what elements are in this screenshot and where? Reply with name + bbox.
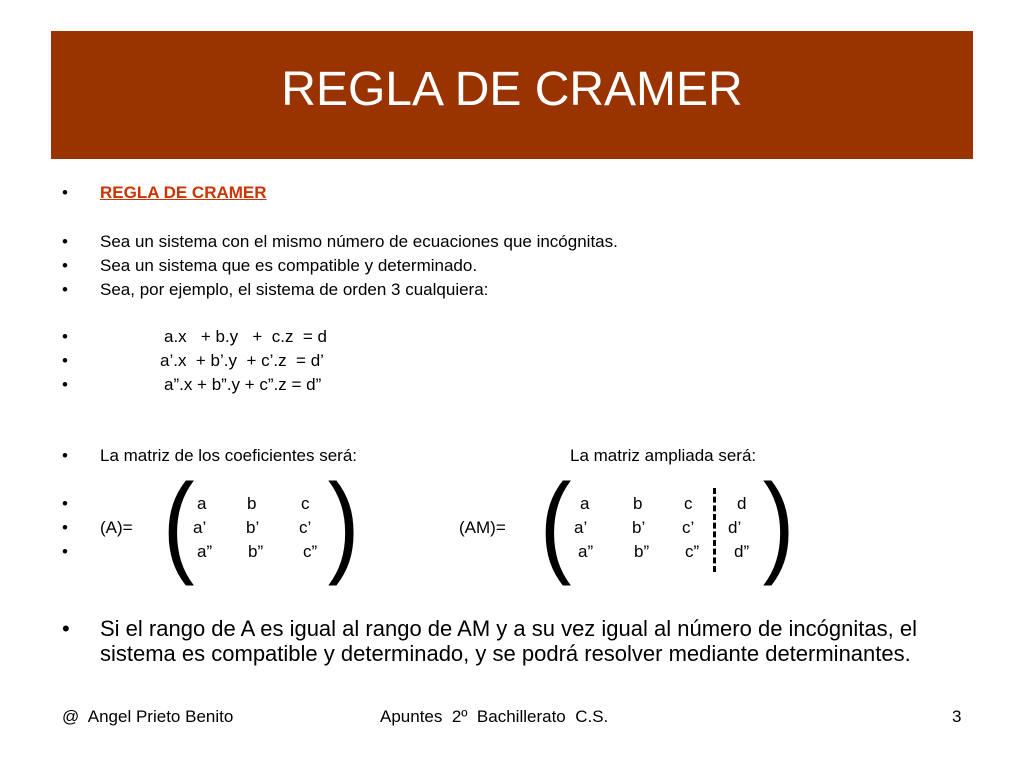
matrix-am-cell: d” [734, 542, 750, 561]
bullet-marker: • [62, 280, 68, 299]
matrix-am-cell: a’ [574, 518, 588, 537]
matrix-a-cell: a’ [193, 518, 207, 537]
heading-link[interactable]: REGLA DE CRAMER [100, 183, 267, 202]
text-line-3: Sea, por ejemplo, el sistema de orden 3 cualquiera: [100, 280, 489, 299]
text-line-1: Sea un sistema con el mismo número de ecuaciones que incógnitas. [100, 232, 618, 251]
matrix-am-open-paren: ( [539, 461, 572, 586]
matrix-a-cell: b” [248, 542, 264, 561]
matrix-am-cell: c’ [682, 518, 695, 537]
bullet-marker: • [62, 375, 68, 394]
matrix-a-cell: b’ [246, 518, 260, 537]
bullet-marker: • [62, 616, 70, 641]
matrix-am-cell: d [737, 494, 747, 513]
matrix-a-label: (A)= [100, 518, 133, 537]
bullet-marker: • [62, 494, 68, 513]
bullet-marker: • [62, 542, 68, 561]
slide-title: REGLA DE CRAMER [281, 63, 743, 116]
matrix-a-cell: b [247, 494, 257, 513]
matrix-am-cell: b” [634, 542, 650, 561]
equation-3: a”.x + b”.y + c”.z = d” [164, 375, 322, 394]
coefficient-matrix-label: La matriz de los coeficientes será: [100, 446, 358, 465]
matrix-am-label: (AM)= [459, 518, 506, 537]
matrix-am-close-paren: ) [762, 461, 795, 586]
bullet-marker: • [62, 446, 68, 465]
augmented-divider [713, 488, 716, 572]
matrix-a-open-paren: ( [162, 461, 195, 586]
matrix-am-cell: b’ [632, 518, 646, 537]
equation-2: a’.x + b’.y + c’.z = d’ [160, 351, 324, 370]
matrix-am-cell: a” [578, 542, 594, 561]
bullet-marker: • [62, 351, 68, 370]
equation-1: a.x + b.y + c.z = d [164, 327, 327, 346]
matrix-am-cell: c [684, 494, 693, 513]
matrix-a-cell: a” [197, 542, 213, 561]
bullet-marker: • [62, 327, 68, 346]
matrix-a-close-paren: ) [327, 461, 360, 586]
matrix-a-cell: a [197, 494, 207, 513]
conclusion-text: Si el rango de A es igual al rango de AM y a su vez igual al número de incógnitas, el sistema es compatible y determinado, y se podrá resolver mediante determinantes. [100, 616, 917, 666]
bullet-marker: • [62, 518, 68, 537]
augmented-matrix-label: La matriz ampliada será: [570, 446, 757, 465]
matrix-am-cell: a [580, 494, 590, 513]
bullet-marker: • [62, 256, 68, 275]
matrix-am-cell: d’ [728, 518, 742, 537]
footer-author: @ Angel Prieto Benito [62, 707, 234, 726]
page-number: 3 [952, 707, 962, 726]
bullet-marker: • [62, 232, 68, 251]
matrix-am-cell: b [633, 494, 643, 513]
bullet-marker: • [62, 183, 68, 202]
matrix-a-cell: c’ [299, 518, 312, 537]
footer-course: Apuntes 2º Bachillerato C.S. [380, 707, 609, 726]
text-line-2: Sea un sistema que es compatible y determinado. [100, 256, 478, 275]
matrix-am-cell: c” [685, 542, 700, 561]
matrix-a-cell: c [301, 494, 310, 513]
matrix-a-cell: c” [303, 542, 318, 561]
